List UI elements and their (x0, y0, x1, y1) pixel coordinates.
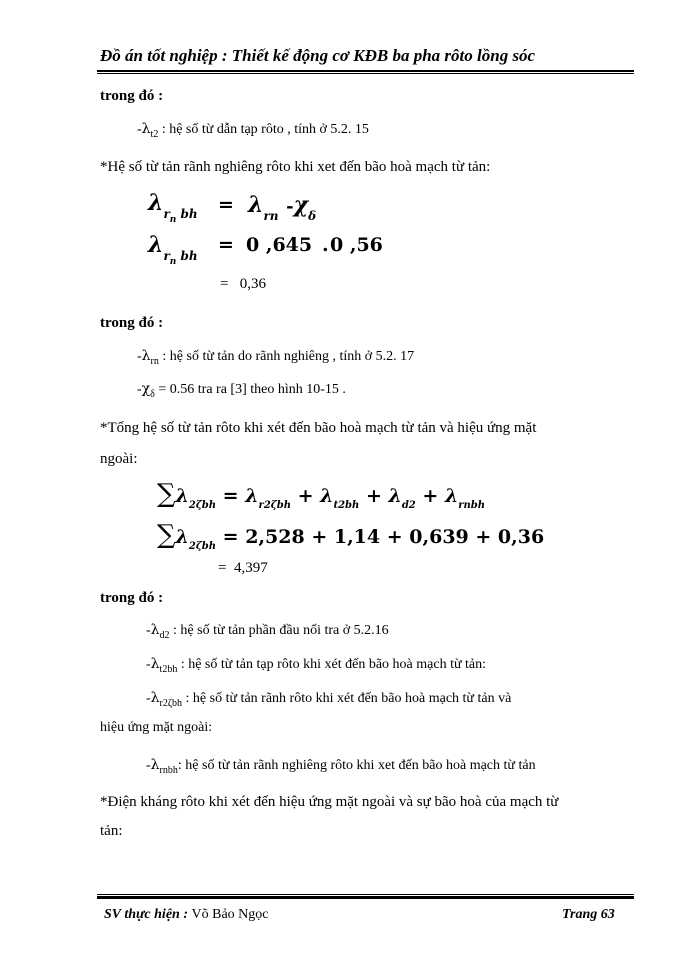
definition-item: $-\lambda_{t2bh}$ : hệ số từ tản tạp rôto khi xét đến bão hoà mạch từ tản: (146, 656, 487, 675)
definition-item: $-\lambda_{t2}$ : hệ số từ dẫn tạp rôto , tính ở 5.2. 15 (137, 121, 369, 140)
page-header-title: Đồ án tốt nghiệp : Thiết kế động cơ KĐB ba pha rôto lồng sóc (100, 46, 536, 65)
definition-item: $-\chi_\delta = 0.56$ tra ra [3] theo hình 10-15 . (137, 381, 346, 400)
where-label: trong đó : (100, 88, 164, 104)
footer-rule (97, 896, 634, 899)
where-label: trong đó : (100, 590, 164, 606)
footer-rule-thin (97, 894, 634, 895)
equation-dot: . (322, 234, 329, 256)
header-rule (97, 70, 634, 72)
sum-result-line: = 4,397 (218, 560, 268, 576)
paragraph: ngoài: (100, 451, 138, 467)
sum-equation-2: $\sum\lambda_{2\zeta bh} = 2,528 + 1,14 + 0,639 + 0,36$ (157, 520, 545, 552)
definition-item-continued: hiệu ứng mặt ngoài: (100, 720, 213, 735)
equation-equals: = (218, 234, 234, 256)
paragraph: tản: (100, 823, 123, 839)
paragraph: *Tổng hệ số từ tản rôto khi xét đến bão hoà mạch từ tản và hiệu ứng mặt (100, 420, 537, 436)
sum-equation-1: $\sum\lambda_{2\zeta bh} = \lambda_{r2\zeta bh} + \lambda_{t2bh} + \lambda_{d2} + \lambda_{rnbh}$ (157, 479, 486, 511)
lambda-symbol: λ (141, 121, 151, 137)
definition-item: $-\lambda_{r2\zeta bh}$ : hệ số từ tản rãnh rôto khi xét đến bão hoà mạch từ tản và (146, 690, 512, 709)
paragraph: *Hệ số từ tản rãnh nghiêng rôto khi xet đến bão hoà mạch từ tản: (100, 159, 491, 175)
header-rule-thin (97, 73, 634, 74)
equation-value: 0 ,645 (246, 234, 313, 256)
equation-value: 0 ,56 (330, 234, 383, 256)
footer-name: Võ Bảo Ngọc (191, 907, 269, 922)
equation-equals: = (218, 194, 234, 216)
definition-item: $-\lambda_{rnbh}$: hệ số từ tản rãnh nghiêng rôto khi xet đến bão hoà mạch từ tản (146, 757, 536, 776)
equation-line-2: $\lambda_{rn}$ $_{bh}$ (148, 232, 198, 267)
definition-item: $-\lambda_{d2}$ : hệ số từ tản phần đầu nối tra ở 5.2.16 (146, 622, 389, 641)
footer-label: SV thực hiện : (104, 907, 188, 922)
footer-author (104, 907, 269, 923)
equation-result-line: = 0,36 (220, 276, 266, 292)
footer-page-number: Trang 63 (562, 907, 615, 922)
equation-line-1: $\lambda_{rn}$ $_{bh}$ (148, 190, 198, 225)
definition-item: $-\lambda_{rn}$ : hệ số từ tản do rãnh nghiêng , tính ở 5.2. 17 (137, 348, 415, 367)
where-label: trong đó : (100, 315, 164, 331)
equation-rhs-1: $\lambda_{rn}$ $-\chi_\delta$ (248, 192, 317, 223)
paragraph: *Điện kháng rôto khi xét đến hiệu ứng mặt ngoài và sự bão hoà của mạch từ (100, 794, 559, 810)
